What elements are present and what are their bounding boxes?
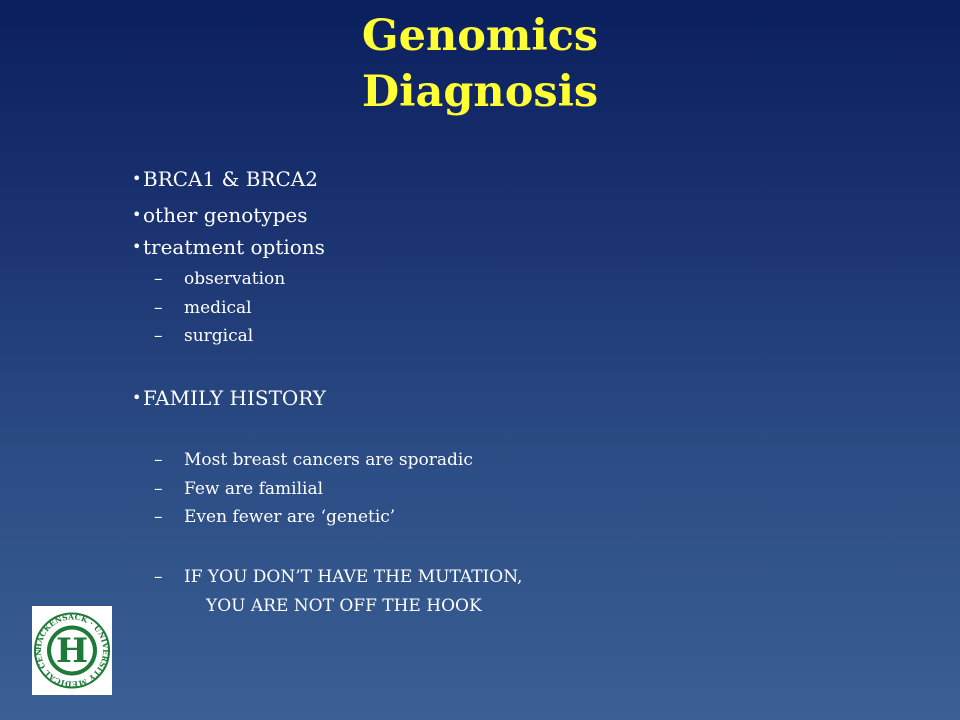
slide-title [0,8,960,120]
dash-marker: – [154,450,163,470]
bullet-dot: • [132,169,142,188]
bullet-label: FAMILY HISTORY [143,386,326,410]
dash-marker: – [154,269,163,289]
sub-item-label: Most breast cancers are sporadic [184,450,473,470]
bullet-label: treatment options [143,235,325,259]
dash-marker: – [154,479,163,499]
hackensack-logo [32,606,112,695]
dash-marker: – [154,567,163,587]
bullet-dot: • [132,205,142,224]
sub-item-label: IF YOU DON’T HAVE THE MUTATION, [184,567,523,587]
sub-item-label: Even fewer are ‘genetic’ [184,507,396,527]
seal-letter: H [55,631,89,671]
bullet-brca [132,166,318,192]
title-line-1: Genomics [361,11,599,61]
seal-ring-text: HACKENSACK · UNIVERSITY MEDICAL CEN [33,612,111,689]
sub-item-continuation: YOU ARE NOT OFF THE HOOK [206,596,482,616]
bullet-label: BRCA1 & BRCA2 [143,167,318,191]
dash-marker: – [154,507,163,527]
sub-item-label: observation [184,269,286,289]
bullet-other-genotypes [132,202,308,228]
bullet-family-history [132,385,326,411]
dash-marker: – [154,298,163,318]
bullet-label: other genotypes [143,203,308,227]
bullet-dot: • [132,388,142,407]
sub-item-label: Few are familial [184,479,324,499]
title-line-2: Diagnosis [361,67,599,117]
hackensack-seal [32,606,112,695]
sub-item-label: medical [184,298,252,318]
sub-item-label: surgical [184,326,254,346]
bullet-dot: • [132,237,142,256]
bullet-treatment-options [132,234,325,260]
dash-marker: – [154,326,163,346]
